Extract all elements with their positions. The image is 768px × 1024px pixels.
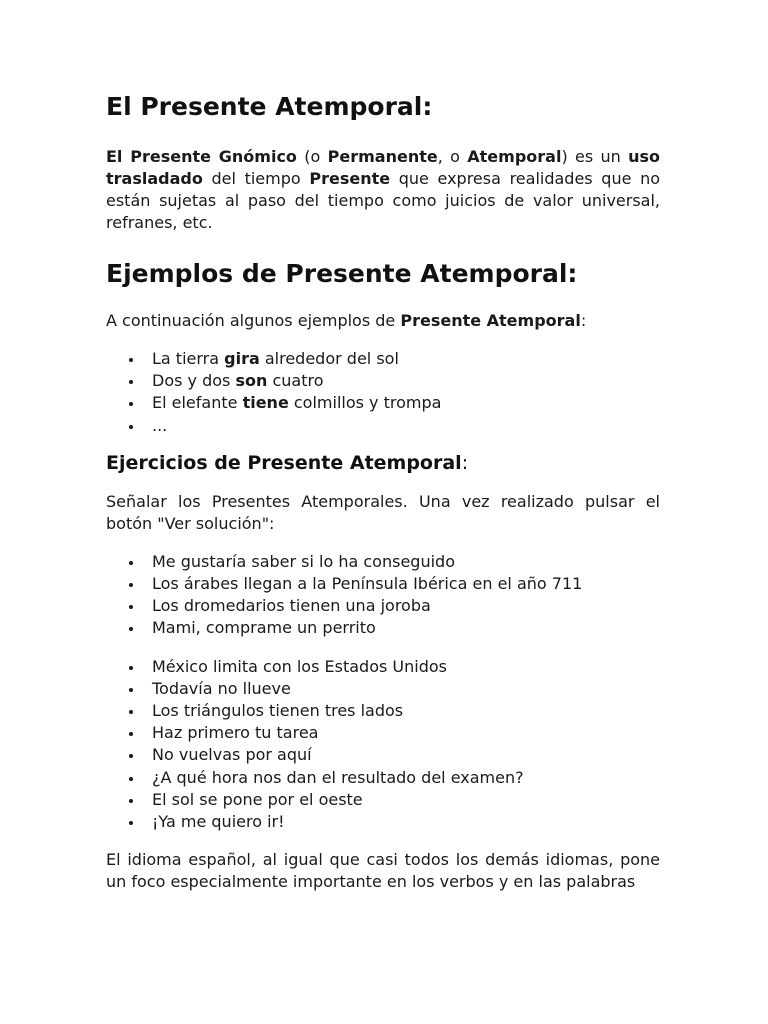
exercise-text: México limita con los Estados Unidos	[152, 656, 447, 676]
intro-text: , o	[437, 147, 468, 166]
bullet-icon	[129, 754, 133, 758]
examples-intro-term: Presente Atemporal	[400, 311, 581, 330]
list-item	[106, 744, 660, 766]
closing-paragraph: El idioma español, al igual que casi todos los demás idiomas, pone un foco especialmente importante en los verbos y en las palabras	[106, 850, 660, 892]
bullet-icon	[129, 605, 133, 609]
examples-intro-text: A continuación algunos ejemplos de	[106, 311, 401, 330]
exercise-text: ¡Ya me quiero ir!	[152, 812, 285, 832]
bullet-icon	[129, 710, 133, 714]
list-item	[106, 811, 660, 833]
intro-text: que expresa realidades que no están sujetas al paso del tiempo como juicios de valor universal, refranes, etc.	[106, 169, 661, 232]
bullet-icon	[129, 358, 133, 362]
document-body	[106, 88, 660, 893]
bullet-icon	[129, 561, 133, 565]
example-verb: son	[235, 371, 268, 391]
intro-text: (o	[296, 147, 328, 166]
bullet-icon	[129, 688, 133, 692]
examples-heading: Ejemplos de Presente Atemporal:	[106, 259, 578, 288]
list-item	[106, 392, 660, 414]
exercise-text: Los triángulos tienen tres lados	[152, 701, 404, 721]
exercise-text: El sol se pone por el oeste	[152, 789, 363, 809]
intro-term-atemporal: Atemporal	[467, 147, 562, 166]
bullet-icon	[129, 777, 133, 781]
list-item	[106, 767, 660, 789]
bullet-icon	[129, 821, 133, 825]
example-verb: gira	[224, 349, 260, 368]
exercise-text: Todavía no llueve	[152, 678, 291, 698]
examples-intro-colon: :	[580, 311, 587, 330]
intro-term-permanente: Permanente	[327, 147, 438, 166]
bullet-icon	[129, 425, 133, 429]
bullet-icon	[129, 583, 133, 587]
bullet-icon	[129, 380, 133, 384]
list-item	[106, 656, 660, 678]
example-text: ...	[152, 415, 168, 435]
example-text: cuatro	[267, 371, 324, 391]
exercise-text: Los dromedarios tienen una joroba	[152, 596, 431, 616]
list-item	[106, 348, 660, 370]
exercises-list-2	[106, 656, 660, 834]
exercise-text: No vuelvas por aquí	[152, 745, 312, 765]
exercise-text: Mami, comprame un perrito	[152, 618, 376, 638]
example-text: Dos y dos	[152, 371, 236, 391]
exercises-heading	[106, 449, 660, 477]
example-verb: tiene	[242, 393, 289, 413]
exercises-intro: Señalar los Presentes Atemporales. Una vez realizado pulsar el botón "Ver solución":	[106, 491, 660, 533]
intro-text: del tiempo	[202, 169, 310, 188]
list-item	[106, 595, 660, 617]
intro-term-gnomico: El Presente Gnómico	[106, 147, 297, 166]
exercises-list-1	[106, 551, 660, 640]
intro-paragraph	[106, 146, 660, 234]
intro-text: ) es un	[561, 147, 629, 166]
examples-list	[106, 348, 660, 437]
exercise-text: Me gustaría saber si lo ha conseguido	[152, 551, 455, 571]
list-item	[106, 789, 660, 811]
exercises-heading-text: Ejercicios de Presente Atemporal	[106, 451, 462, 474]
list-item	[106, 370, 660, 392]
intro-term-presente: Presente	[309, 169, 391, 188]
exercise-text: Haz primero tu tarea	[152, 723, 319, 743]
exercise-text: Los árabes llegan a la Península Ibérica en el año 711	[152, 574, 583, 594]
list-item	[106, 700, 660, 722]
bullet-icon	[129, 666, 133, 670]
bullet-icon	[129, 799, 133, 803]
exercises-heading-colon: :	[461, 451, 469, 474]
intro-term-uso-trasladado: uso trasladado	[106, 147, 661, 188]
example-text: La tierra	[152, 349, 225, 368]
examples-intro	[106, 310, 660, 332]
bullet-icon	[129, 627, 133, 631]
page-title: El Presente Atemporal:	[106, 92, 433, 121]
exercise-text: ¿A qué hora nos dan el resultado del examen?	[152, 767, 524, 787]
list-item	[106, 573, 660, 595]
list-item	[106, 551, 660, 573]
example-text: alrededor del sol	[259, 349, 399, 368]
list-item	[106, 617, 660, 639]
list-item	[106, 722, 660, 744]
bullet-icon	[129, 732, 133, 736]
list-item	[106, 678, 660, 700]
example-text: colmillos y trompa	[288, 393, 442, 413]
bullet-icon	[129, 402, 133, 406]
example-text: El elefante	[152, 393, 243, 413]
list-item	[106, 415, 660, 437]
